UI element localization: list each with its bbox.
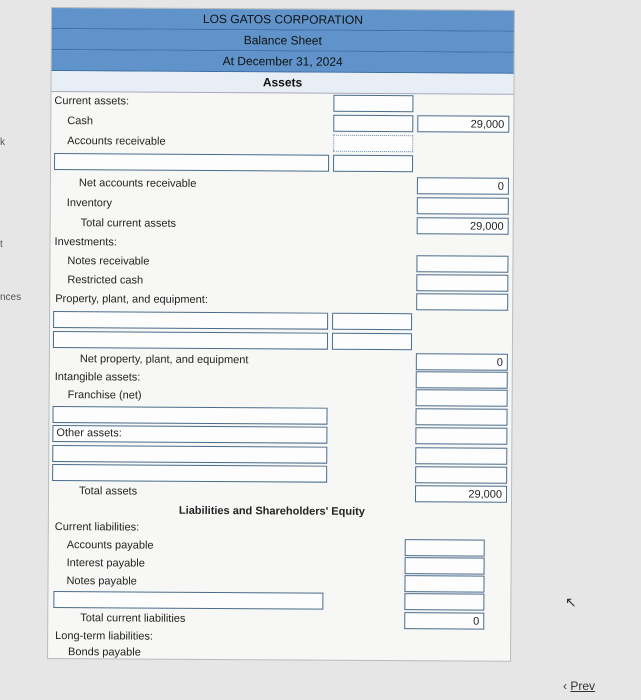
notes-payable-label[interactable]: Notes payable: [66, 575, 137, 588]
investments-label: Investments:: [54, 236, 117, 249]
interest-payable-input[interactable]: [405, 557, 485, 574]
total-assets-input[interactable]: 29,000: [415, 485, 507, 503]
total-assets-label: Total assets: [79, 485, 138, 498]
blank-amount-input-2[interactable]: [415, 408, 507, 426]
statement-date: At December 31, 2024: [52, 50, 514, 74]
row-bonds-payable: [48, 644, 510, 661]
side-label-k: k: [0, 137, 5, 148]
side-label-nces: nces: [0, 292, 22, 303]
net-ar-input[interactable]: 0: [417, 177, 509, 195]
cash-label[interactable]: Cash: [67, 115, 94, 128]
ppe-blank-amount-input-1[interactable]: [332, 313, 412, 330]
liabilities-equity-heading: Liabilities and Shareholders' Equity: [178, 504, 365, 518]
ppe-blank-label-input-1[interactable]: [53, 311, 328, 330]
blank-label-input-3[interactable]: [52, 445, 327, 464]
total-current-liabilities-input[interactable]: 0: [404, 612, 484, 629]
blank-amount-input-5[interactable]: [404, 593, 484, 610]
notes-payable-input[interactable]: [404, 575, 484, 592]
franchise-input[interactable]: [416, 389, 508, 407]
blank-label-input-2[interactable]: [52, 406, 327, 425]
bonds-payable-label[interactable]: Bonds payable: [68, 646, 141, 659]
total-current-assets-label: Total current assets: [80, 217, 177, 230]
blank-amount-input-4[interactable]: [415, 466, 507, 484]
restricted-cash-label[interactable]: Restricted cash: [67, 274, 144, 287]
row-cash: [51, 113, 513, 135]
current-liabilities-label: Current liabilities:: [54, 521, 140, 534]
row-net-ar: [51, 175, 513, 197]
current-assets-label: Current assets:: [54, 95, 130, 108]
blank-label-input-4[interactable]: [52, 464, 327, 483]
restricted-cash-input[interactable]: [416, 274, 508, 292]
cash-input-1[interactable]: [333, 115, 413, 132]
cash-total-input[interactable]: 29,000: [417, 115, 509, 133]
inventory-input[interactable]: [417, 197, 509, 215]
accounts-payable-label[interactable]: Accounts payable: [66, 539, 154, 552]
net-ppe-label: Net property, plant, and equipment: [79, 353, 249, 367]
ppe-input[interactable]: [416, 293, 508, 311]
franchise-label[interactable]: Franchise (net): [67, 389, 142, 402]
other-assets-input[interactable]: Other assets:: [52, 425, 327, 444]
row-ppe-blank-2: [50, 331, 512, 353]
assets-heading: Assets: [51, 71, 513, 95]
side-label-t: t: [0, 239, 3, 250]
net-ar-label: Net accounts receivable: [78, 177, 197, 190]
ppe-label: Property, plant, and equipment:: [55, 293, 208, 306]
row-accounts-receivable: [51, 133, 513, 155]
notes-receivable-label[interactable]: Notes receivable: [67, 255, 150, 268]
ppe-blank-amount-input-2[interactable]: [332, 333, 412, 350]
prev-button[interactable]: [563, 679, 595, 693]
row-ppe-blank-1: [50, 311, 512, 333]
row-other-assets: [49, 425, 511, 447]
accounts-receivable-label[interactable]: Accounts receivable: [67, 135, 166, 148]
total-current-liabilities-label: Total current liabilities: [80, 612, 186, 625]
interest-payable-label[interactable]: Interest payable: [66, 557, 145, 570]
ppe-blank-label-input-2[interactable]: [53, 331, 328, 350]
row-current-assets: [51, 93, 513, 115]
row-blank-1: [51, 153, 513, 175]
accounts-receivable-input[interactable]: [333, 135, 413, 152]
statement-title: Balance Sheet: [52, 29, 514, 53]
intangible-input[interactable]: [416, 371, 508, 389]
company-name: LOS GATOS CORPORATION: [52, 8, 514, 32]
balance-sheet-form: [48, 8, 514, 661]
chevron-left-icon: ‹: [563, 679, 567, 693]
mouse-cursor-icon: ↖: [565, 594, 577, 610]
prev-label: Prev: [570, 679, 596, 693]
other-assets-amount-input[interactable]: [415, 427, 507, 445]
net-ppe-input[interactable]: 0: [416, 353, 508, 371]
current-assets-input-1[interactable]: [333, 95, 413, 112]
total-current-assets-input[interactable]: 29,000: [417, 217, 509, 235]
accounts-payable-input[interactable]: [405, 539, 485, 556]
blank-amount-input-3[interactable]: [415, 447, 507, 465]
long-term-liabilities-label: Long-term liabilities:: [55, 630, 154, 643]
blank-amount-input-1[interactable]: [333, 155, 413, 172]
blank-label-input-5[interactable]: [53, 591, 323, 610]
blank-label-input-1[interactable]: [54, 153, 329, 172]
row-inventory: [51, 195, 513, 217]
notes-receivable-input[interactable]: [416, 255, 508, 273]
intangible-label: Intangible assets:: [54, 371, 141, 384]
row-ppe: [50, 291, 512, 313]
inventory-label[interactable]: Inventory: [66, 197, 113, 210]
